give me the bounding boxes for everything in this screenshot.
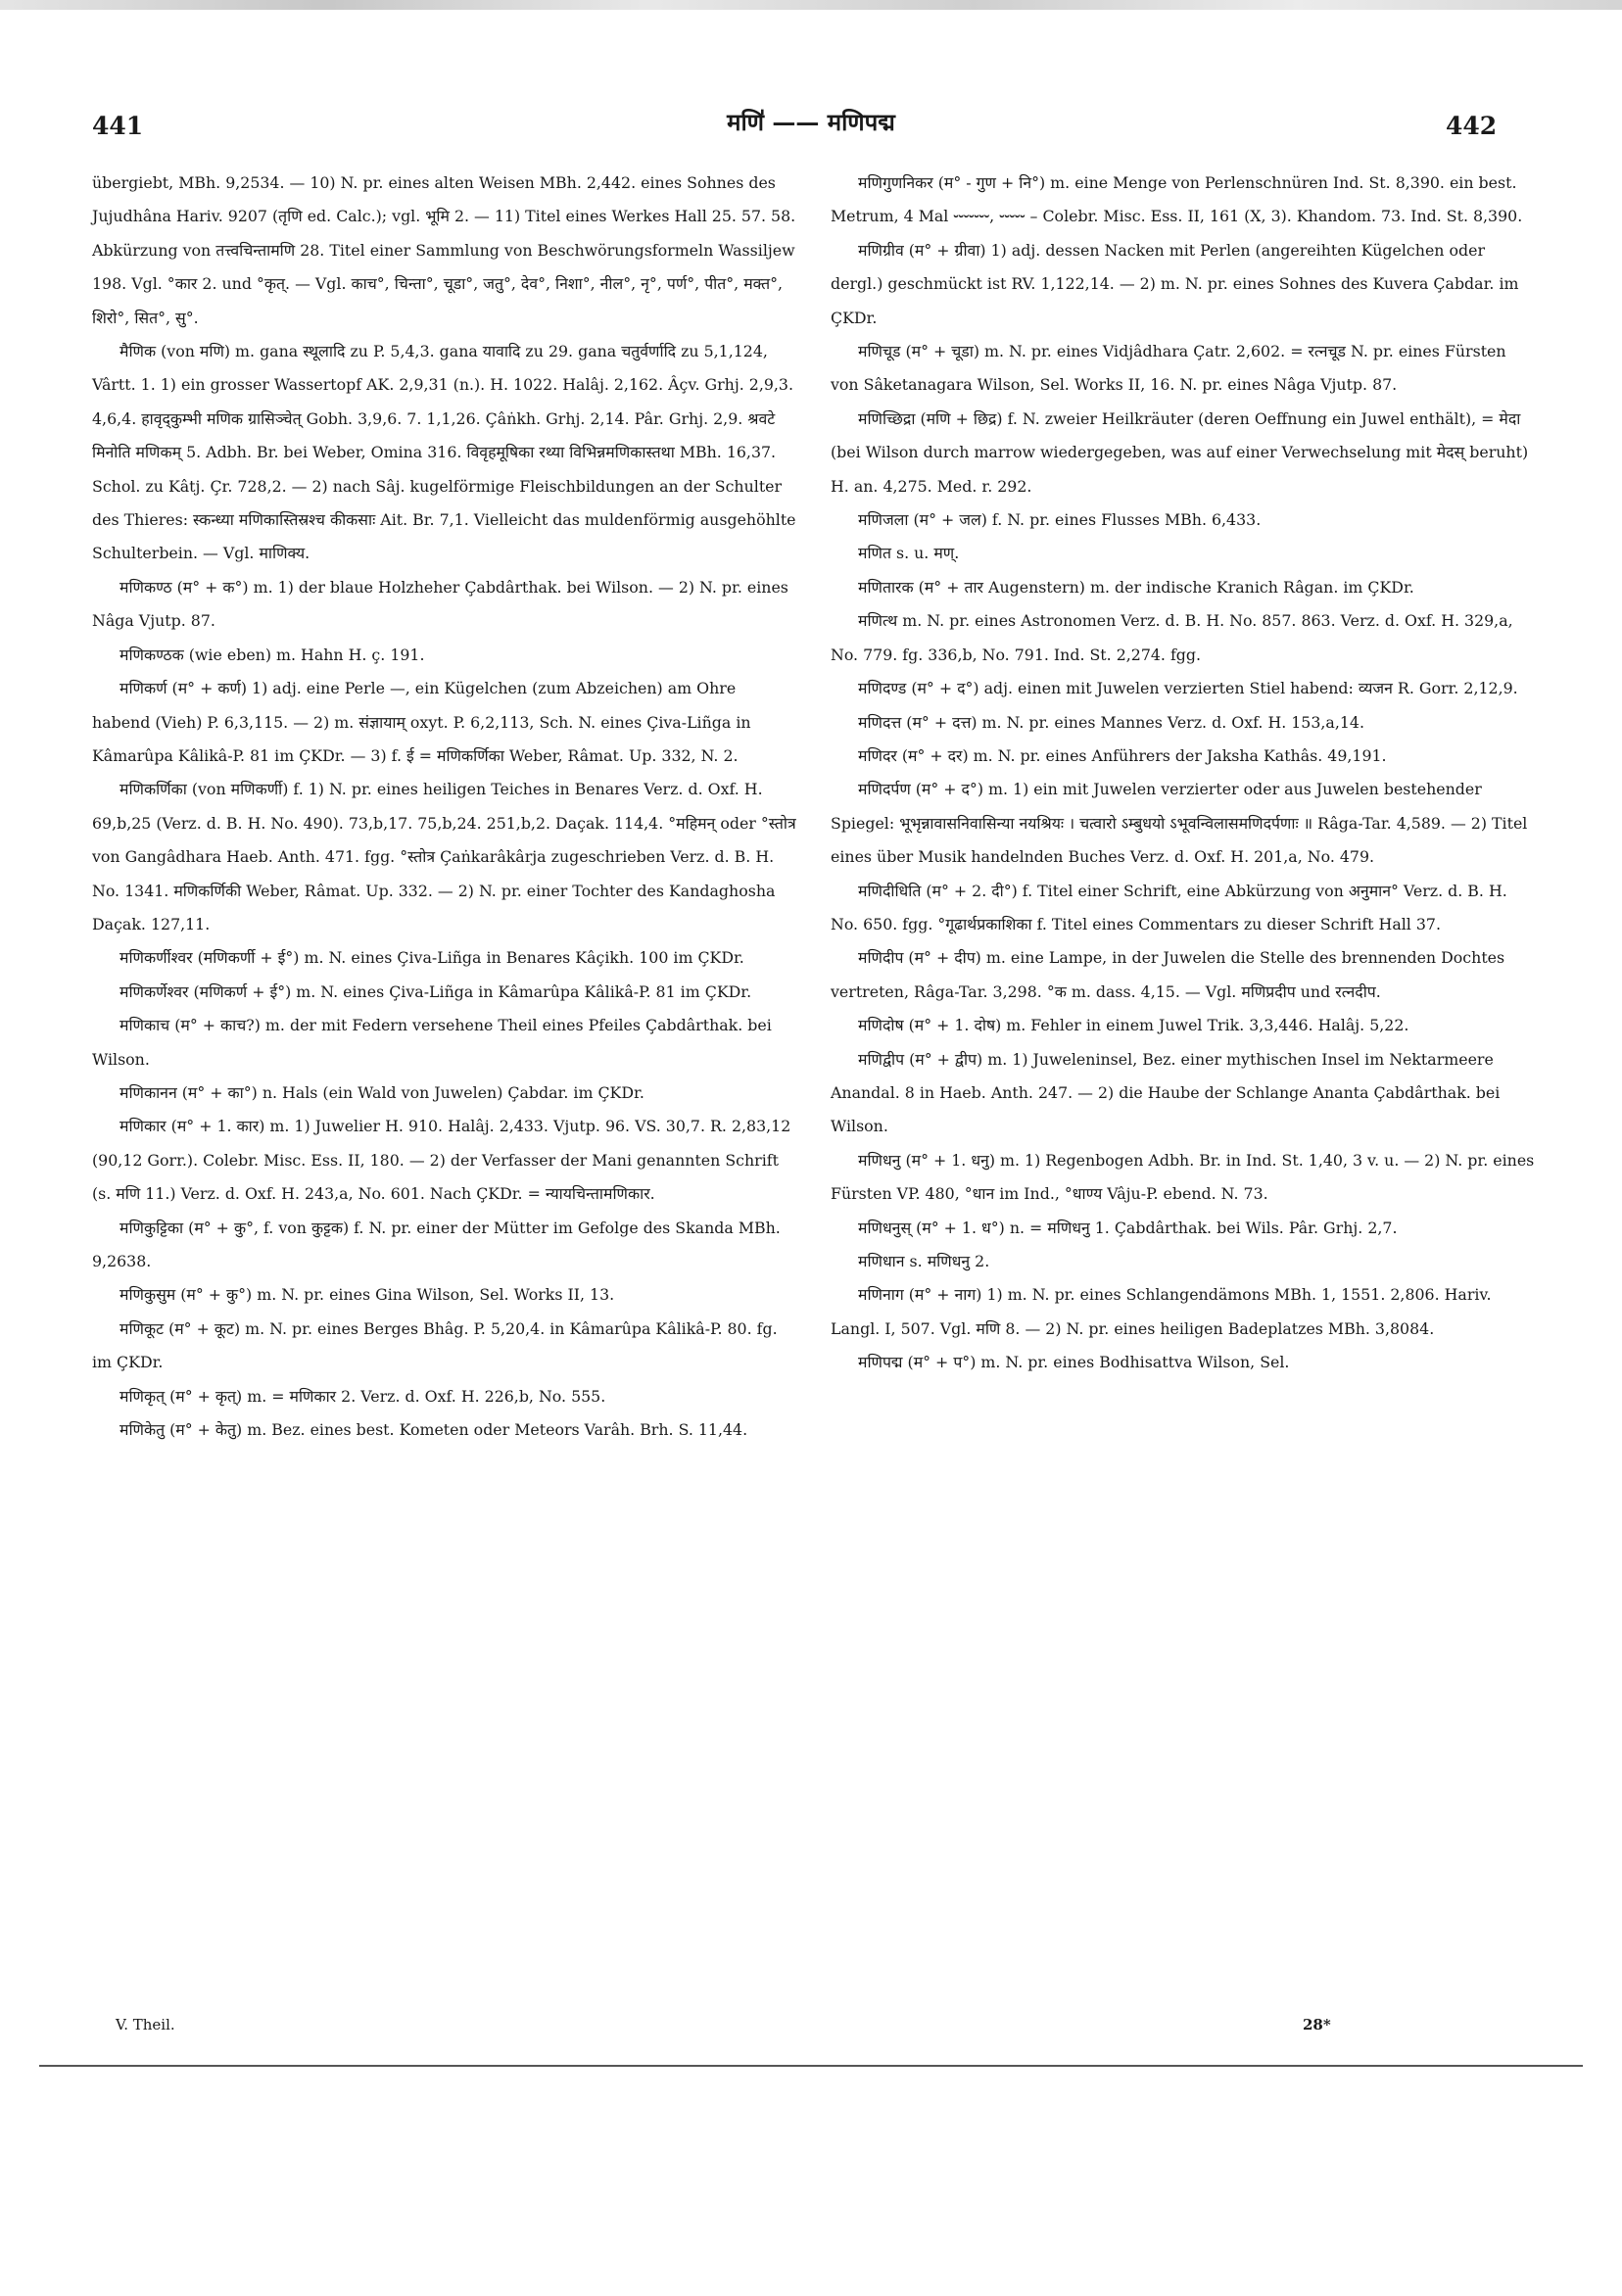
entry: मणिकर्णीश्वर (मणिकर्णी + ई°) m. N. eines Çiva-Liñga in Benares Kâçikh. 100 im ÇKDr. (119, 948, 744, 968)
entry: übergiebt, MBh. 9,2534. — 10) N. pr. eines alten Weisen MBh. 2,442. eines Sohnes des Jujudhâna Hariv. 9207 (तृणि ed. Calc.); vgl. भूमि 2. — 11) Titel eines Werkes Hall 25. 57. 58. Abkürzung von तत्त्वचिन्तामणि 28. Titel einer Sammlung von Beschwörungsformeln Wassiljew 198. Vgl. °कार 2. und °कृत्. — Vgl. काच°, चिन्ता°, चूडा°, जतु°, देव°, निशा°, नील°, नृ°, पर्ण°, पीत°, मक्त°, शिरो°, सित°, सु°. (92, 173, 796, 327)
entry: मणिदर्पण (म° + द°) m. 1) ein mit Juwelen verzierter oder aus Juwelen bestehender Spiegel: भूभृन्नावासनिवासिन्या नयश्रियः । चत्वारो ऽम्बुधयो ऽभूवन्विलासमणिदर्पणाः ॥ Râga-Tar. 4,589. — 2) Titel eines über Musik handelnden Buches Verz. d. Oxf. H. 201,a, No. 479. (831, 780, 1528, 867)
entry: मणिकृत् (म° + कृत्) m. = मणिकार 2. Verz. d. Oxf. H. 226,b, No. 555. (119, 1386, 606, 1406)
entry: मणिदर (म° + दर) m. N. pr. eines Anführers der Jaksha Kathâs. 49,191. (858, 745, 1387, 765)
signature-sheet: 28* (1303, 2016, 1331, 2033)
entry: मणिदीधिति (म° + 2. दी°) f. Titel einer Schrift, eine Abkürzung von अनुमान° Verz. d. B. H. No. 650. fgg. °गूढार्थप्रकाशिका f. Titel eines Commentars zu dieser Schrift Hall 37. (831, 881, 1507, 933)
running-title: मणि॑ —— मणिपद्म (727, 108, 895, 136)
entry: मणिदोष (म° + 1. दोष) m. Fehler in einem Juwel Trik. 3,3,446. Halâj. 5,22. (858, 1016, 1409, 1035)
entry: मणिदण्ड (म° + द°) adj. einen mit Juwelen verzierten Stiel habend: व्यजन R. Gorr. 2,12,9. (858, 679, 1518, 698)
entry: मणिग्रीव (म° + ग्रीवा) 1) adj. dessen Nacken mit Perlen (angereihten Kügelchen oder dergl.) geschmückt ist RV. 1,122,14. — 2) m. N. pr. eines Sohnes des Kuvera Çabdar. im ÇKDr. (831, 240, 1519, 327)
entry: मणिगुणनिकर (म° - गुण + नि°) m. eine Menge von Perlenschnüren Ind. St. 8,390. ein best. Metrum, 4 Mal ⏑⏑⏑⏑⏑⏑⏑, ⏑⏑⏑⏑⏑ – Colebr. Misc. Ess. II, 161 (X, 3). Khandom. 73. Ind. St. 8,390. (831, 173, 1523, 226)
entry: मणिधान s. मणिधनु 2. (858, 1252, 990, 1270)
signature-volume: V. Theil. (116, 2016, 175, 2033)
entry: मणिकण्ठ (म° + क°) m. 1) der blaue Holzheher Çabdârthak. bei Wilson. — 2) N. pr. eines Nâga Vjutp. 87. (92, 577, 788, 631)
right-column (831, 167, 1536, 1380)
scan-edge (0, 0, 1622, 10)
left-column (92, 167, 797, 1447)
entry: मणिपद्म (म° + प°) m. N. pr. eines Bodhisattva Wilson, Sel. (858, 1353, 1290, 1372)
entry: मणिदत्त (म° + दत्त) m. N. pr. eines Mannes Verz. d. Oxf. H. 153,a,14. (858, 712, 1364, 732)
entry: मणितारक (म° + तार Augenstern) m. der indische Kranich Râgan. im ÇKDr. (858, 577, 1414, 597)
entry: मणिदीप (म° + दीप) m. eine Lampe, in der Juwelen die Stelle des brennenden Dochtes vertreten, Râga-Tar. 3,298. °क m. dass. 4,15. — Vgl. मणिप्रदीप und रत्नदीप. (831, 948, 1505, 1001)
entry: मणिकानन (म° + का°) n. Hals (ein Wald von Juwelen) Çabdar. im ÇKDr. (119, 1082, 644, 1102)
page-number-right: 442 (1446, 112, 1498, 140)
entry: मैणिक (von मणि) m. gana स्थूलादि zu P. 5,4,3. gana यावादि zu 29. gana चतुर्वर्णादि zu 5,1,124, Vârtt. 1. 1) ein grosser Wassertopf AK. 2,9,31 (n.). H. 1022. Halâj. 2,162. Âçv. Grhj. 2,9,3. 4,6,4. हावृद्कुम्भी मणिक ग्रासिञ्चेत् Gobh. 3,9,6. 7. 1,1,26. Çâṅkh. Grhj. 2,14. Pâr. Grhj. 2,9. श्रवटे मिनोति मणिकम् 5. Adbh. Br. bei Weber, Omina 316. विवृहमूषिका रथ्या विभिन्नमणिकास्तथा MBh. 16,37. Schol. zu Kâtj. Çr. 728,2. — 2) nach Sâj. kugelförmige Fleischbildungen an der Schulter des Thieres: स्कन्ध्या मणिकास्तिस्रश्च कीकसाः Ait. Br. 7,1. Vielleicht das muldenförmig ausgehöhlte Schulterbein. — Vgl. माणिक्य. (92, 342, 796, 563)
entry: मणिकाच (म° + काच?) m. der mit Federn versehene Theil eines Pfeiles Çabdârthak. bei Wilson. (92, 1016, 772, 1069)
entry: मणिजला (म° + जल) f. N. pr. eines Flusses MBh. 6,433. (858, 510, 1262, 530)
entry: मणिधनु (म° + 1. धनु) m. 1) Regenbogen Adbh. Br. in Ind. St. 1,40, 3 v. u. — 2) N. pr. eines Fürsten VP. 480, °धान im Ind., °धाण्य Vâju-P. ebend. N. 73. (831, 1150, 1535, 1204)
entry: मणिकर्ण (म° + कर्ण) 1) adj. eine Perle —, ein Kügelchen (zum Abzeichen) am Ohre habend (Vieh) P. 6,3,115. — 2) m. संज्ञायाम् oxyt. P. 6,2,113, Sch. N. eines Çiva-Liñga in Kâmarûpa Kâlikâ-P. 81 im ÇKDr. — 3) f. ई = मणिकर्णिका Weber, Râmat. Up. 332, N. 2. (92, 679, 751, 765)
entry: मणिकुसुम (म° + कु°) m. N. pr. eines Gina Wilson, Sel. Works II, 13. (119, 1285, 615, 1305)
bottom-rule (39, 2065, 1583, 2067)
entry: मणिनाग (म° + नाग) 1) m. N. pr. eines Schlangendämons MBh. 1, 1551. 2,806. Hariv. Langl. I, 507. Vgl. मणि 8. — 2) N. pr. eines heiligen Badeplatzes MBh. 3,8084. (831, 1285, 1492, 1338)
entry: मणिकर्णेश्वर (मणिकर्ण + ई°) m. N. eines Çiva-Liñga in Kâmarûpa Kâlikâ-P. 81 im ÇKDr. (119, 981, 752, 1001)
entry: मणिकूट (म° + कूट) m. N. pr. eines Berges Bhâg. P. 5,20,4. in Kâmarûpa Kâlikâ-P. 80. fg. im ÇKDr. (92, 1318, 778, 1372)
entry: मणित s. u. मण्. (858, 544, 960, 563)
entry: मणिकण्ठक (wie eben) m. Hahn H. ç. 191. (119, 645, 425, 664)
entry: मणिकार (म° + 1. कार) m. 1) Juwelier H. 910. Halâj. 2,433. Vjutp. 96. VS. 30,7. R. 2,83,12 (90,12 Gorr.). Colebr. Misc. Ess. II, 180. — 2) der Verfasser der Mani genannten Schrift (s. मणि 11.) Verz. d. Oxf. H. 243,a, No. 601. Nach ÇKDr. = न्यायचिन्तामणिकार. (92, 1117, 791, 1204)
entry: मणिकेतु (म° + केतु) m. Bez. eines best. Kometen oder Meteors Varâh. Brh. S. 11,44. (119, 1420, 748, 1440)
entry: मणिद्वीप (म° + द्वीप) m. 1) Juweleninsel, Bez. einer mythischen Insel im Nektarmeere Anandal. 8 in Haeb. Anth. 247. — 2) die Haube der Schlange Ananta Çabdârthak. bei Wilson. (831, 1049, 1501, 1136)
page-number-left: 441 (92, 112, 144, 140)
entry: मणिकर्णिका (von मणिकर्णी) f. 1) N. pr. eines heiligen Teiches in Benares Verz. d. Oxf. H. 69,b,25 (Verz. d. B. H. No. 490). 73,b,17. 75,b,24. 251,b,2. Daçak. 114,4. °महिमन् oder °स्तोत्र von Gangâdhara Haeb. Anth. 471. fgg. °स्तोत्र Çaṅkarâkârja zugeschrieben Verz. d. B. H. No. 1341. मणिकर्णिकी Weber, Râmat. Up. 332. — 2) N. pr. einer Tochter des Kandaghosha Daçak. 127,11. (92, 780, 796, 933)
entry: मणित्थ m. N. pr. eines Astronomen Verz. d. B. H. No. 857. 863. Verz. d. Oxf. H. 329,a, No. 779. fg. 336,b, No. 791. Ind. St. 2,274. fgg. (831, 611, 1513, 664)
entry: मणिच्छिद्रा (मणि + छिद्र) f. N. zweier Heilkräuter (deren Oeffnung ein Juwel enthält), = मेदा (bei Wilson durch marrow wiedergegeben, was auf einer Verwechselung mit मेदस् beruht) H. an. 4,275. Med. r. 292. (831, 408, 1529, 496)
entry: मणिधनुस् (म° + 1. ध°) n. = मणिधनु 1. Çabdârthak. bei Wils. Pâr. Grhj. 2,7. (858, 1218, 1398, 1237)
entry: मणिचूड (म° + चूडा) m. N. pr. eines Vidjâdhara Çatr. 2,602. = रत्नचूड N. pr. eines Fürsten von Sâketanagara Wilson, Sel. Works II, 16. N. pr. eines Nâga Vjutp. 87. (831, 342, 1506, 395)
entry: मणिकुट्टिका (म° + कु°, f. von कुट्टक) f. N. pr. einer der Mütter im Gefolge des Skanda MBh. 9,2638. (92, 1218, 781, 1270)
